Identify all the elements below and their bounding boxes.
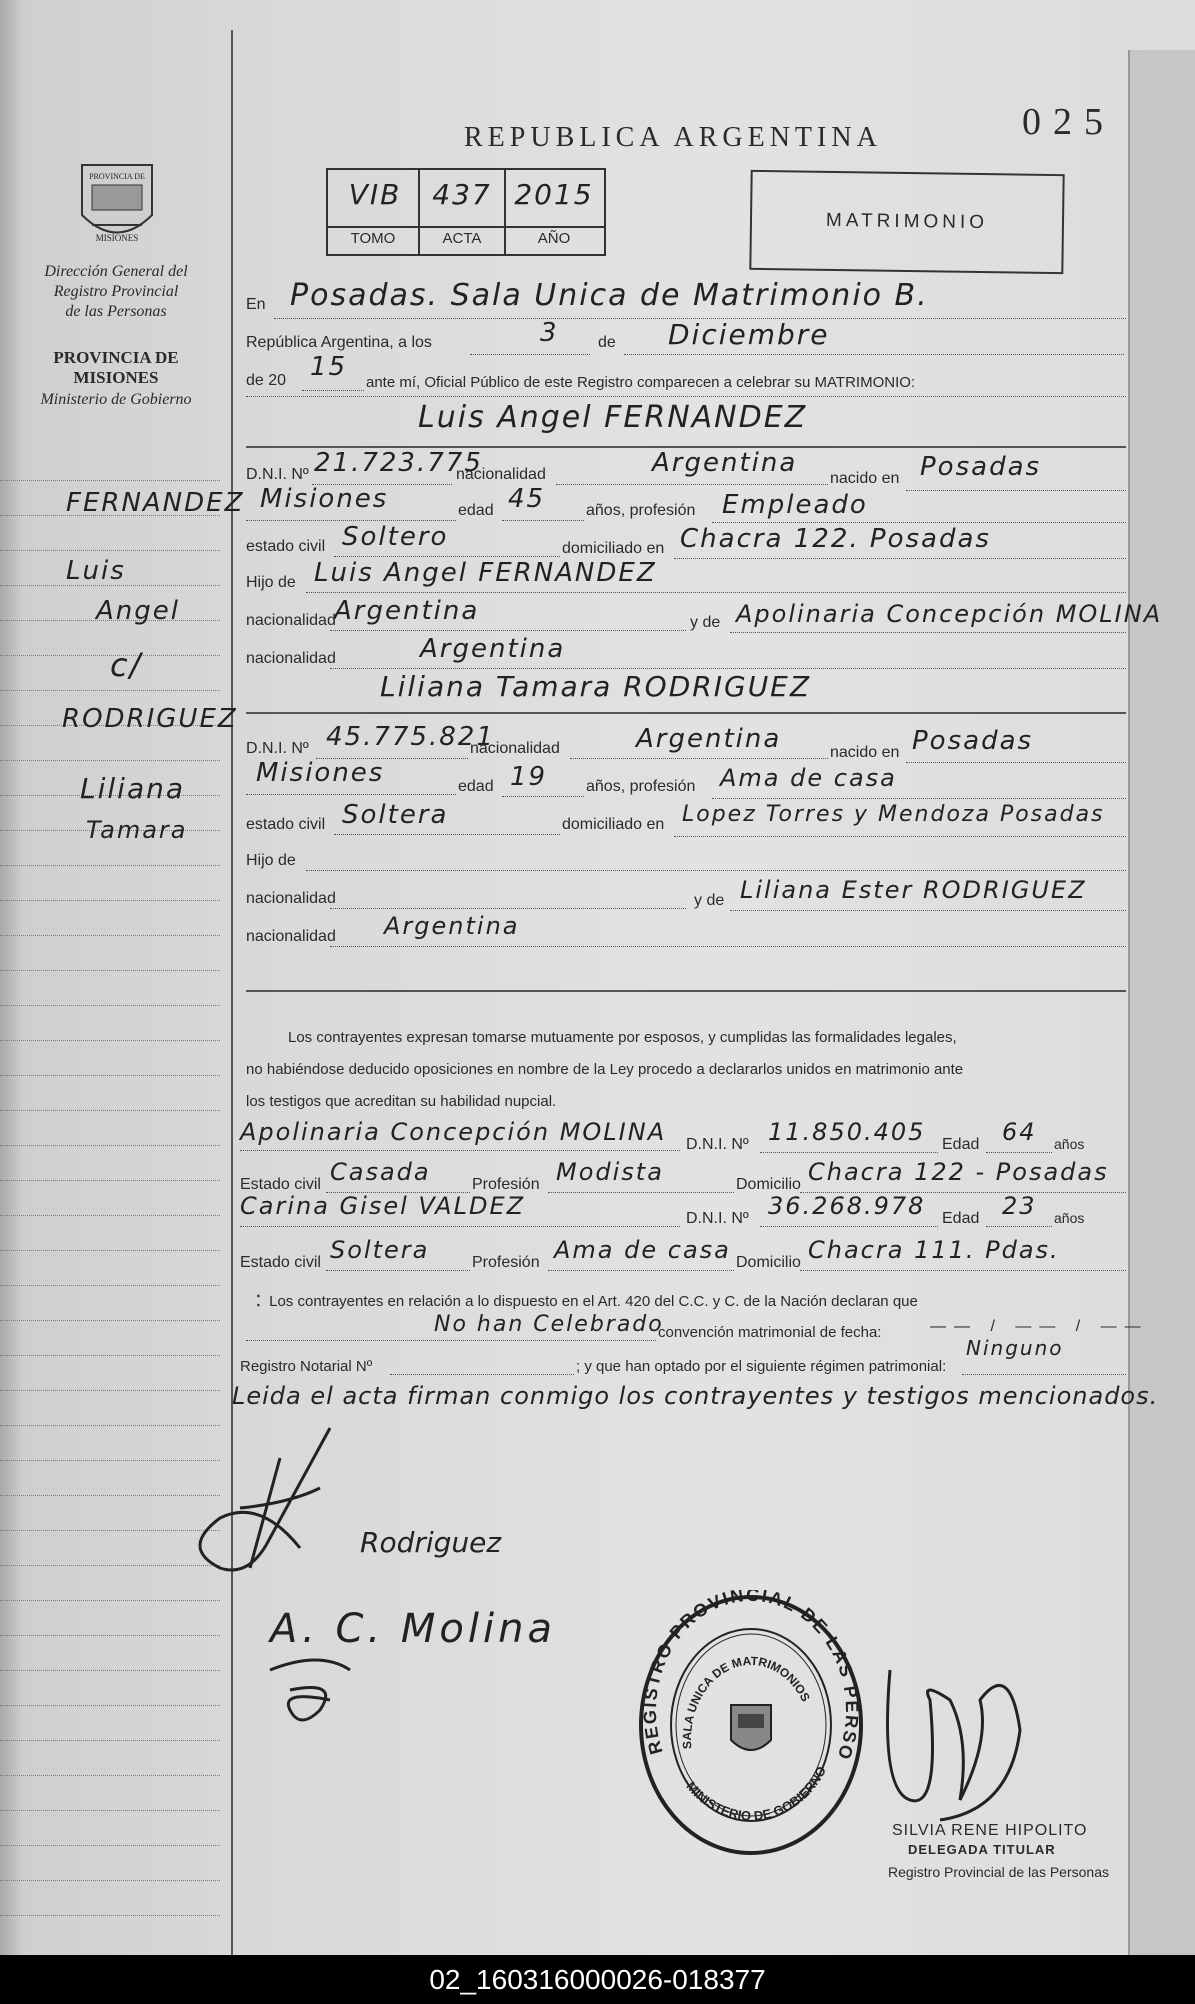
regimen-value: Ninguno [966,1336,1064,1360]
officer-name: SILVIA RENE HIPOLITO [892,1822,1088,1839]
edad-label: Edad [942,1210,980,1227]
anios-label: años [1054,1136,1085,1152]
anio-value: 2015 [514,178,594,211]
witness2-dni: 36.268.978 [768,1192,926,1220]
nacido-label: nacido en [830,744,900,761]
anios-label: años [1054,1210,1085,1226]
groom-name: Luis Angel FERNANDEZ [418,400,808,435]
province-line: PROVINCIA DE [53,348,179,367]
witness1-edad: 64 [1002,1118,1037,1146]
officer-role: DELEGADA TITULAR [908,1842,1056,1857]
bride-domicilio: Lopez Torres y Mendoza Posadas [682,802,1105,827]
bride-edad: 19 [510,762,548,792]
bride-signature: Rodriguez [360,1526,502,1559]
witness2-name: Carina Gisel VALDEZ [240,1192,526,1220]
witness2-edad: 23 [1002,1192,1037,1220]
groom-padre-nacionalidad: Argentina [334,596,480,626]
acta-label: ACTA [442,230,482,247]
witness1-dni: 11.850.405 [768,1118,926,1146]
domiciliado-label: domiciliado en [562,540,665,557]
register-box [326,168,606,256]
dni-label: D.N.I. Nº [246,740,309,757]
scan-footer [0,1955,1195,2004]
month-value: Diciembre [668,318,830,351]
witness1-domicilio: Chacra 122 - Posadas [808,1158,1109,1186]
de-label: de [598,334,616,351]
bride-nacido: Posadas [912,726,1034,756]
edad-label: edad [458,502,494,519]
declaration-line: los testigos que acreditan su habilidad nupcial. [246,1093,557,1110]
office-line: Dirección General del [44,263,188,280]
groom-domicilio: Chacra 122. Posadas [680,524,991,554]
margin-line [231,30,233,1955]
place-value: Posadas. Sala Unica de Matrimonio B. [290,278,929,313]
province-line: MISIONES [73,368,159,387]
svg-text:MISIONES: MISIONES [95,233,139,243]
witness1-estado-civil: Casada [330,1158,431,1186]
groom-nacido: Posadas [920,452,1042,482]
groom-madre-nacionalidad: Argentina [420,634,566,664]
svg-text:SALA UNICA DE MATRIMONIOS: SALA UNICA DE MATRIMONIOS [679,1653,813,1750]
office-name [18,262,214,322]
nacionalidad-label: nacionalidad [246,650,336,667]
de20-label: de 20 [246,372,287,389]
domiciliado-label: domiciliado en [562,816,665,833]
office-line: Registro Provincial [53,283,179,300]
bride-madre: Liliana Ester RODRIGUEZ [740,876,1087,904]
day-value: 3 [540,318,559,348]
svg-text:MINISTERIO DE GOBIERNO: MINISTERIO DE GOBIERNO [683,1763,830,1824]
domicilio-label: Domicilio [736,1176,801,1193]
witness1-profesion: Modista [556,1158,664,1186]
en-label: En [246,296,266,313]
estado-civil-label: estado civil [246,538,326,555]
nacionalidad-label: nacionalidad [246,890,336,907]
bride-estado-civil: Soltera [342,800,449,830]
dni-label: D.N.I. Nº [686,1210,749,1227]
tomo-label: TOMO [350,230,396,247]
doc-type-box [749,170,1064,274]
margin-note: Luis [66,556,126,586]
witness2-domicilio: Chacra 111. Pdas. [808,1236,1060,1264]
bride-nacionalidad: Argentina [636,724,782,754]
registro-label: Registro Notarial Nº [240,1358,373,1375]
official-seal [636,1590,866,1865]
nacionalidad-label: nacionalidad [246,612,336,629]
page-edge [1128,50,1195,1955]
document-code: 02_160316000026-018377 [429,1964,766,1995]
groom-edad: 45 [508,484,546,514]
groom-padre: Luis Angel FERNANDEZ [314,558,657,588]
witness2-profesion: Ama de casa [554,1236,731,1264]
svg-text:REGISTRO PROVINCIAL DE LAS PER: REGISTRO PROVINCIAL DE LAS PERSO [639,1590,863,1764]
convencion-label: convención matrimonial de fecha: [658,1324,882,1341]
witness1-signature: A. C. Molina [270,1606,556,1652]
bride-madre-nacionalidad: Argentina [384,912,520,940]
profesion-label: Profesión [472,1176,540,1193]
groom-dni: 21.723.775 [314,448,483,478]
svg-text:PROVINCIA DE: PROVINCIA DE [89,172,145,181]
margin-note: FERNANDEZ [66,488,245,518]
groom-nacionalidad: Argentina [652,448,798,478]
groom-estado-civil: Soltero [342,522,449,552]
country-title: REPUBLICA ARGENTINA [464,122,882,153]
closing-statement: Leida el acta firman conmigo los contrayentes y testigos mencionados. [232,1382,1159,1410]
convencion-value: No han Celebrado [434,1312,664,1337]
statement: ante mí, Oficial Público de este Registro comparecen a celebrar su MATRIMONIO: [366,374,916,391]
margin-note: c/ [110,646,143,684]
y-de-label: y de [690,614,721,631]
ministry-name: Ministerio de Gobierno [40,391,192,408]
bride-provincia: Misiones [256,758,385,788]
doc-type: MATRIMONIO [825,209,989,234]
groom-provincia: Misiones [260,484,389,514]
witness1-name: Apolinaria Concepción MOLINA [240,1118,667,1146]
bride-dni: 45.775.821 [326,722,495,752]
witness2-estado-civil: Soltera [330,1236,430,1264]
hijo-label: Hijo de [246,852,296,869]
margin-note: Liliana [80,772,185,805]
declaration [246,1022,1120,1118]
profesion-label: Profesión [472,1254,540,1271]
nacido-label: nacido en [830,470,900,487]
office-line: de las Personas [65,303,167,320]
regime-text: Los contrayentes en relación a lo dispuesto en el Art. 420 del C.C. y C. de la Nación declaran que [269,1293,918,1310]
margin-note: RODRIGUEZ [62,704,238,734]
profesion-label: años, profesión [586,502,696,519]
acta-value: 437 [432,178,492,211]
nacionalidad-label: nacionalidad [470,740,560,757]
dni-label: D.N.I. Nº [246,466,309,483]
regime-line: ⁚ Los contrayentes en relación a lo dispuesto en el Art. 420 del C.C. y C. de la Nación declaran que [256,1293,918,1310]
officer-signature [180,1418,360,1603]
profesion-label: años, profesión [586,778,696,795]
estado-civil-label: estado civil [246,816,326,833]
estado-civil-label: Estado civil [240,1176,321,1193]
edad-label: edad [458,778,494,795]
delegate-signature [860,1640,1040,1845]
province-name [18,348,214,388]
declaration-line: Los contrayentes expresan tomarse mutuamente por esposos, y cumplidas las formalidades legales, [288,1029,957,1046]
year-value: 15 [310,352,348,382]
declaration-line: no habiéndose deducido oposiciones en nombre de la Ley procedo a declararlos unidos en matrimonio ante [246,1061,964,1078]
estado-civil-label: Estado civil [240,1254,321,1271]
margin-note: Angel [96,596,180,626]
tomo-value: VIB [348,178,402,211]
nacionalidad-label: nacionalidad [246,928,336,945]
regimen-label: ; y que han optado por el siguiente régimen patrimonial: [576,1358,947,1375]
officer-office: Registro Provincial de las Personas [888,1864,1109,1880]
province-emblem [72,155,162,255]
edad-label: Edad [942,1136,980,1153]
anio-label: AÑO [537,230,571,247]
domicilio-label: Domicilio [736,1254,801,1271]
y-de-label: y de [694,892,725,909]
bride-name: Liliana Tamara RODRIGUEZ [380,670,812,703]
margin-note: Tamara [86,816,188,844]
republica-label: República Argentina, a los [246,334,432,351]
groom-profesion: Empleado [722,490,868,520]
witness2-signature [260,1650,370,1735]
dni-label: D.N.I. Nº [686,1136,749,1153]
convencion-date: —— / —— / —— [930,1318,1149,1335]
bride-profesion: Ama de casa [720,764,897,792]
hijo-label: Hijo de [246,574,296,591]
groom-madre: Apolinaria Concepción MOLINA [736,600,1163,628]
page-number: 025 [1022,101,1115,143]
nacionalidad-label: nacionalidad [456,466,546,483]
